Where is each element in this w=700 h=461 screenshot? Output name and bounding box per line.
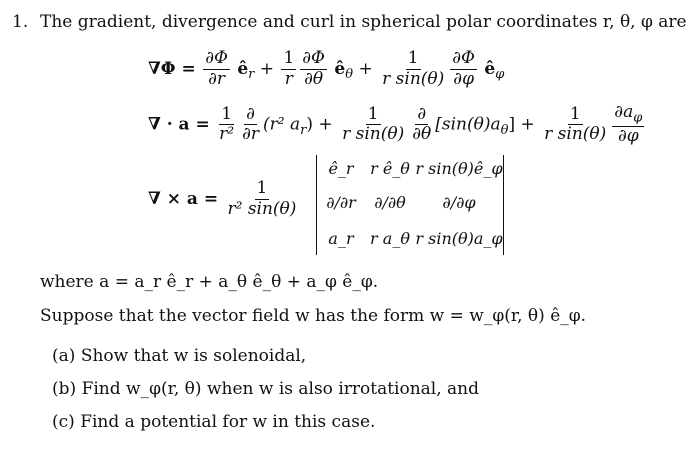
part-b-label: (b) (52, 379, 77, 399)
curl-lhs: ∇ × a = (148, 188, 219, 209)
part-b-text: Find w_φ(r, θ) when w is also irrotational, and (81, 379, 480, 399)
part-c-text: Find a potential for w in this case. (80, 412, 376, 432)
part-a (52, 346, 306, 366)
curl-determinant (316, 155, 504, 255)
det-cell: r sin(θ)ê_φ (415, 159, 503, 178)
det-cell: ∂/∂r (326, 193, 356, 212)
grad-term2-coef: $\frac{1}{r}$ (283, 48, 295, 89)
det-cell: a_r (328, 229, 354, 248)
part-b (52, 379, 479, 399)
det-cell: ê_r (328, 159, 354, 178)
divergence-formula: ∇ · a = $\frac{1}{\text{r²}}$ $\frac{\partial}{\partial r}$ (r² $a_r$) + $\frac{1}{\text{r sin(θ)}}$ $\frac{\partial}{\partial\theta}$ $[\sin(\theta)a_\theta]$ + $\frac{1}{\text{r sin(θ)}}$ $\frac{\partial a_\varphi}{\partial\varphi}$ (148, 102, 643, 147)
where-line: where a = a_r ê_r + a_θ ê_θ + a_φ ê_φ. (40, 272, 379, 292)
det-cell: r ê_θ (370, 159, 410, 178)
part-c-label: (c) (52, 412, 75, 432)
problem-intro: The gradient, divergence and curl in spherical polar coordinates r, θ, φ are (40, 12, 687, 32)
div-lhs: ∇ · a = (148, 114, 210, 135)
part-a-label: (a) (52, 346, 76, 366)
grad-term2-frac: $\frac{\partial\Phi}{\partial\theta}$ (302, 48, 325, 89)
det-cell: r a_θ (370, 229, 410, 248)
grad-term3-coef: $\frac{1}{\text{r sin(θ)}}$ (382, 48, 445, 89)
gradient-formula: ∇Φ = $\frac{\partial\Phi}{\partial r}$ $ê_r$ + $\frac{1}{r}$ $\frac{\partial\Phi}{\partial\theta}$ $ê_\theta$ + $\frac{1}{\text{r sin(θ)}}$ $\frac{\partial\Phi}{\partial\varphi}$ $ê_\varphi$ (148, 48, 505, 89)
part-a-text: Show that w is solenoidal, (80, 346, 307, 366)
suppose-line: Suppose that the vector field w has the form w = w_φ(r, θ) ê_φ. (40, 306, 587, 326)
grad-term3-frac: $\frac{\partial\Phi}{\partial\varphi}$ (452, 48, 475, 89)
grad-term1-frac: $\frac{\partial\Phi}{\partial r}$ (205, 48, 228, 89)
curl-formula: ∇ × a = $\frac{1}{\text{r² sin(θ)}}$ (148, 178, 297, 219)
det-cell: ∂/∂θ (374, 193, 406, 212)
det-cell: ∂/∂φ (442, 193, 476, 212)
det-cell: r sin(θ)a_φ (415, 229, 503, 248)
problem-number: 1. (12, 12, 29, 32)
part-c (52, 412, 375, 432)
grad-lhs: ∇Φ = (148, 58, 196, 79)
